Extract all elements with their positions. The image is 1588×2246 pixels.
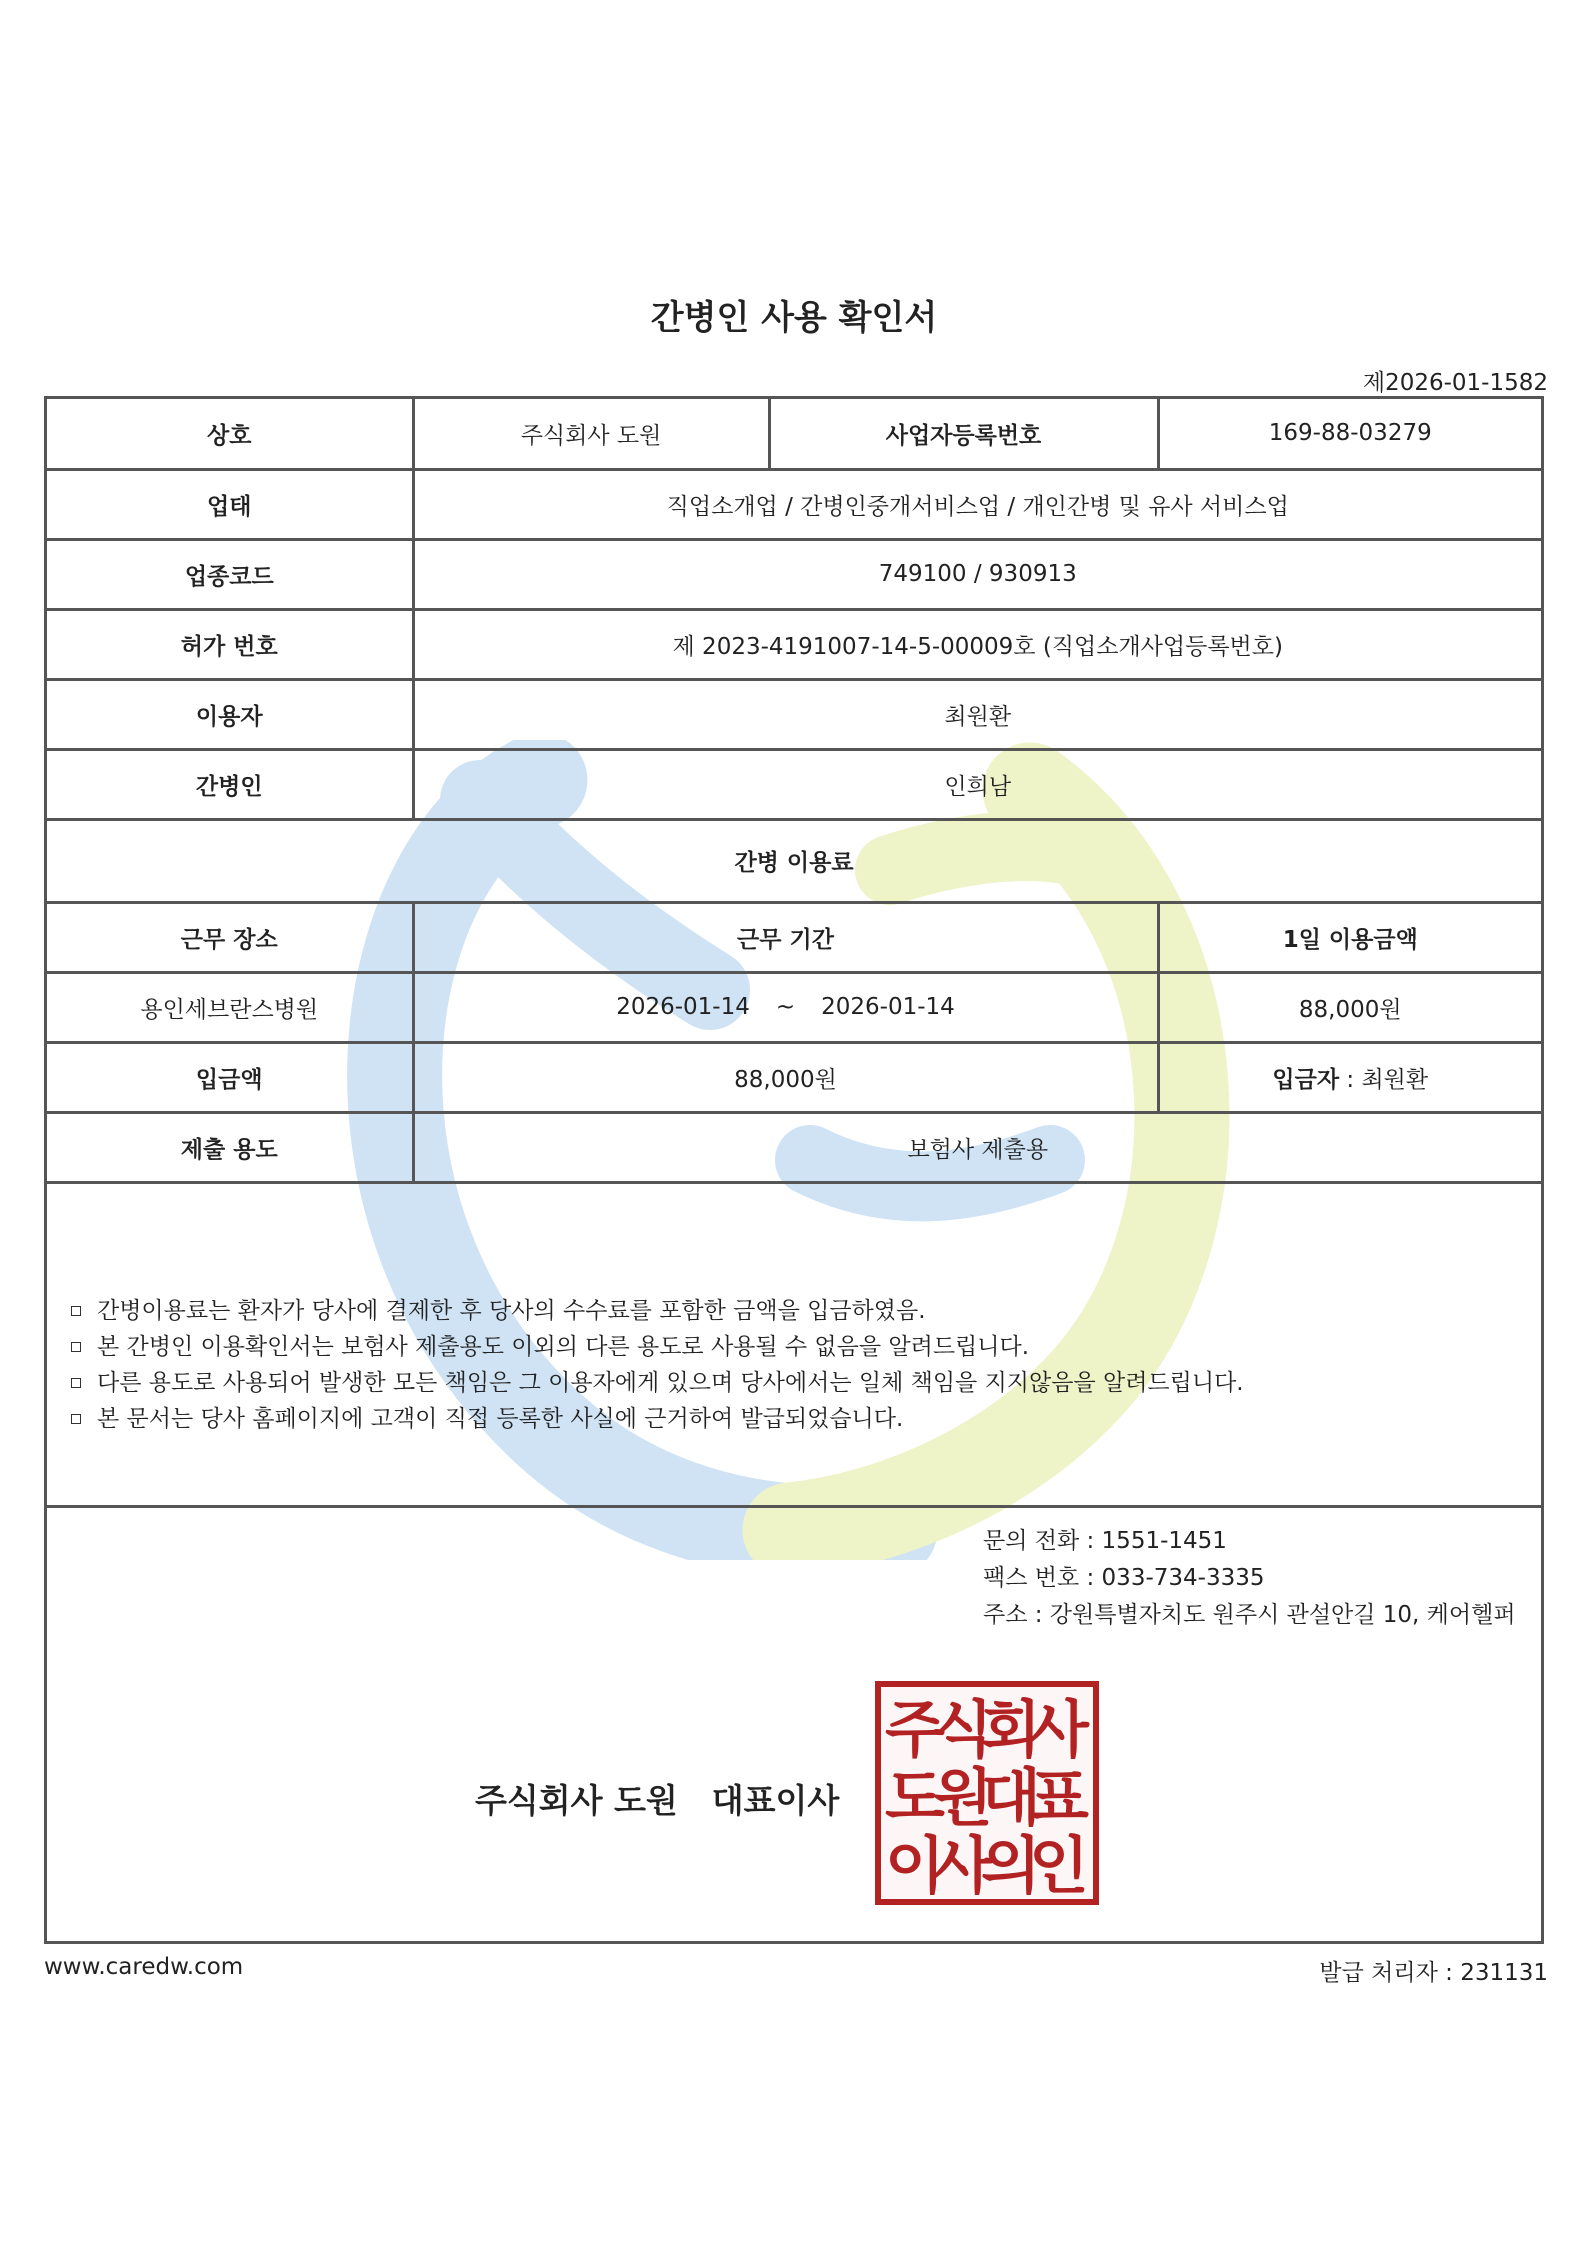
- square-bullet-icon: [71, 1414, 81, 1424]
- period-header: 근무 기간: [413, 902, 1158, 972]
- depositor-cell: [1158, 1042, 1541, 1112]
- location-value: 용인세브란스병원: [47, 972, 413, 1042]
- row-fee-section: [47, 819, 1541, 902]
- daily-amount-header: 1일 이용금액: [1158, 902, 1541, 972]
- info-table: [47, 399, 1541, 1184]
- square-bullet-icon: [71, 1342, 81, 1352]
- svg-text:도: 도: [885, 1761, 945, 1834]
- svg-text:사: 사: [933, 1829, 993, 1902]
- period-value: [413, 972, 1158, 1042]
- svg-text:회: 회: [981, 1693, 1041, 1766]
- svg-text:사: 사: [1029, 1693, 1089, 1766]
- row-deposit: [47, 1042, 1541, 1112]
- daily-amount-value: 88,000원: [1158, 972, 1541, 1042]
- contact-info: [983, 1523, 1516, 1634]
- document-title: 간병인 사용 확인서: [650, 298, 938, 338]
- biz-type-value: 직업소개업 / 간병인중개서비스업 / 개인간병 및 유사 서비스업: [413, 469, 1541, 539]
- footer-website: www.caredw.com: [44, 1954, 244, 1980]
- industry-code-value: 749100 / 930913: [413, 539, 1541, 609]
- document-number: 제2026-01-1582: [1362, 370, 1548, 396]
- depositor-value: 최원환: [1361, 1066, 1429, 1093]
- square-bullet-icon: [71, 1306, 81, 1316]
- row-industry-code: [47, 539, 1541, 609]
- deposit-label: 입금액: [47, 1042, 413, 1112]
- period-end: 2026-01-14: [821, 994, 955, 1020]
- industry-code-label: 업종코드: [47, 539, 413, 609]
- deposit-amount: 88,000원: [413, 1042, 1158, 1112]
- contact-address: 주소 : 강원특별자치도 원주시 관설안길 10, 케어헬퍼: [983, 1602, 1516, 1628]
- notes-section: [47, 1185, 1541, 1508]
- company-seal-icon: [875, 1681, 1099, 1905]
- biz-reg-label: 사업자등록번호: [769, 399, 1158, 469]
- square-bullet-icon: [71, 1378, 81, 1388]
- biz-type-label: 업태: [47, 469, 413, 539]
- contact-phone: 문의 전화 : 1551-1451: [983, 1528, 1227, 1554]
- purpose-label: 제출 용도: [47, 1112, 413, 1182]
- document-frame: [44, 396, 1544, 1944]
- svg-text:표: 표: [1029, 1761, 1089, 1834]
- fee-section-title: 간병 이용료: [47, 819, 1541, 902]
- svg-text:원: 원: [933, 1761, 993, 1834]
- row-fee-values: [47, 972, 1541, 1042]
- notes-list: [71, 1293, 1244, 1437]
- contact-fax: 팩스 번호 : 033-734-3335: [983, 1565, 1265, 1591]
- biz-reg-value: 169-88-03279: [1158, 399, 1541, 469]
- representative-signature: [475, 1775, 839, 1822]
- svg-text:의: 의: [981, 1829, 1041, 1902]
- svg-text:인: 인: [1029, 1829, 1089, 1902]
- representative-company: 주식회사 도원: [475, 1781, 678, 1820]
- row-user: [47, 679, 1541, 749]
- row-company: [47, 399, 1541, 469]
- purpose-value: 보험사 제출용: [413, 1112, 1541, 1182]
- row-purpose: [47, 1112, 1541, 1182]
- caregiver-label: 간병인: [47, 749, 413, 819]
- caregiver-value: 인희남: [413, 749, 1541, 819]
- user-label: 이용자: [47, 679, 413, 749]
- representative-title: 대표이사: [711, 1781, 840, 1820]
- footer-issuer: 발급 처리자 : 231131: [1319, 1960, 1548, 1986]
- svg-text:주: 주: [885, 1693, 945, 1766]
- row-permit: [47, 609, 1541, 679]
- depositor-separator: :: [1339, 1066, 1362, 1093]
- row-biz-type: [47, 469, 1541, 539]
- period-start: 2026-01-14: [616, 994, 750, 1020]
- svg-text:이: 이: [885, 1829, 945, 1902]
- svg-text:식: 식: [933, 1693, 993, 1766]
- row-fee-headers: [47, 902, 1541, 972]
- user-value: 최원환: [413, 679, 1541, 749]
- note-item: 본 문서는 당사 홈페이지에 고객이 직접 등록한 사실에 근거하여 발급되었습니다.: [71, 1401, 1244, 1437]
- note-item: 다른 용도로 사용되어 발생한 모든 책임은 그 이용자에게 있으며 당사에서는 일체 책임을 지지않음을 알려드립니다.: [71, 1365, 1244, 1401]
- permit-value: 제 2023-4191007-14-5-00009호 (직업소개사업등록번호): [413, 609, 1541, 679]
- row-caregiver: [47, 749, 1541, 819]
- company-name-value: 주식회사 도원: [413, 399, 769, 469]
- company-name-label: 상호: [47, 399, 413, 469]
- period-separator: ~: [775, 994, 796, 1020]
- note-item: 본 간병인 이용확인서는 보험사 제출용도 이외의 다른 용도로 사용될 수 없음을 알려드립니다.: [71, 1329, 1244, 1365]
- svg-text:대: 대: [981, 1761, 1041, 1834]
- permit-label: 허가 번호: [47, 609, 413, 679]
- depositor-label: 입금자: [1272, 1066, 1340, 1093]
- location-header: 근무 장소: [47, 902, 413, 972]
- note-item: 간병이용료는 환자가 당사에 결제한 후 당사의 수수료를 포함한 금액을 입금하였음.: [71, 1293, 1244, 1329]
